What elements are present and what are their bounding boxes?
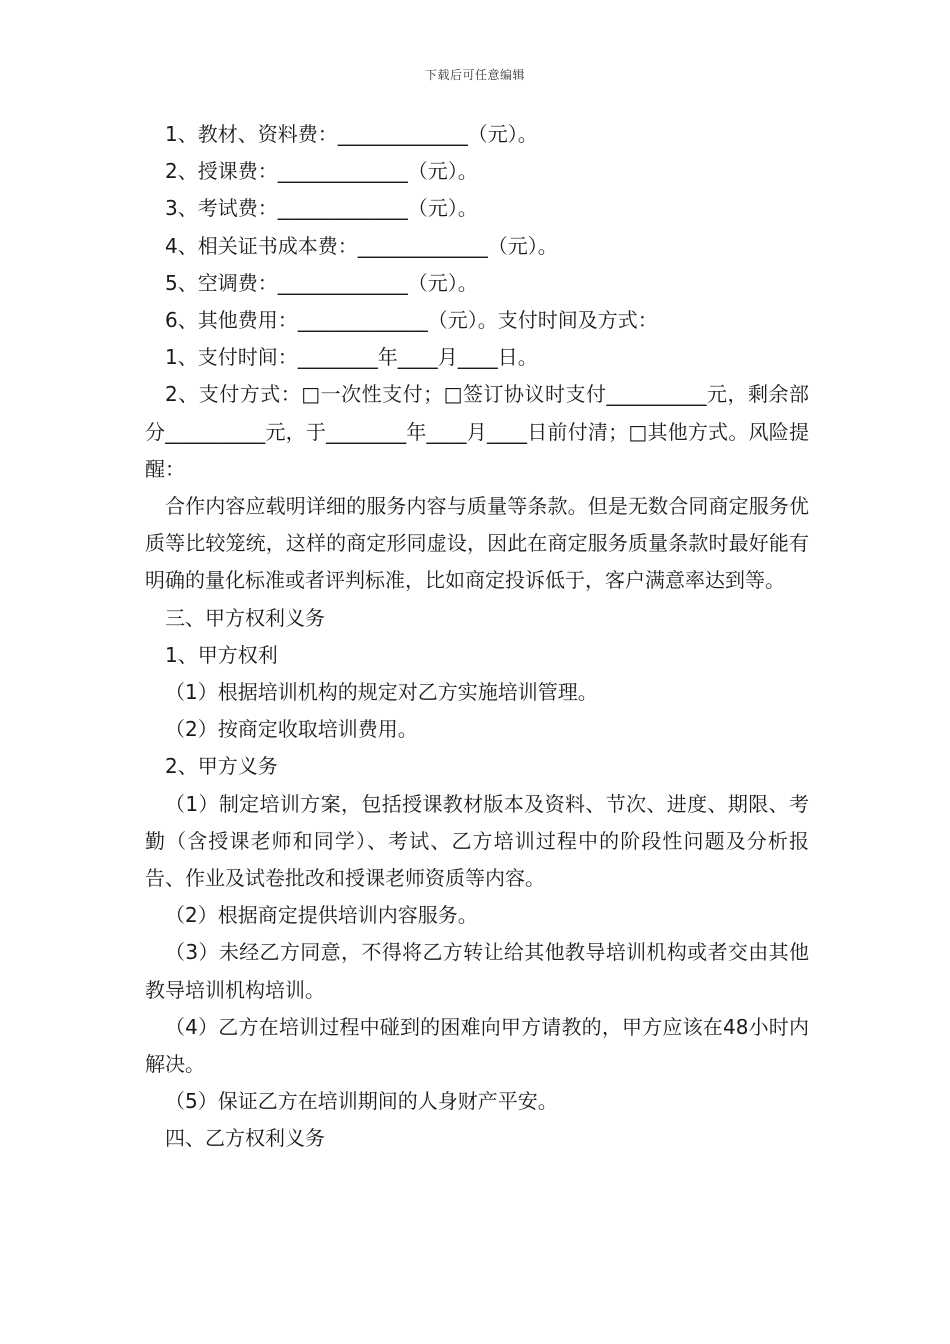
party-a-rights-heading: 1、甲方权利 (165, 642, 278, 667)
party-a-duty-4: （4）乙方在培训过程中碰到的困难向甲方请教的，甲方应该在48小时内解决。 (145, 1014, 809, 1077)
fee-item-1: 1、教材、资料费：_____________（元）。 (165, 122, 538, 146)
party-a-duty-3: （3）未经乙方同意，不得将乙方转让给其他教导培训机构或者交由其他教导培训机构培训。 (145, 940, 809, 1002)
party-a-duty-2: （2）根据商定提供培训内容服务。 (165, 903, 478, 928)
fee-item-3: 3、考试费：_____________（元）。 (165, 196, 478, 221)
document-body (145, 116, 809, 1158)
payment-method: 2、支付方式：□一次性支付；□签订协议时支付__________元，剩余部分__________元，于________年____月____日前付清；□其他方式。风险提醒： (145, 382, 809, 481)
section-heading-3: 三、甲方权利义务 (165, 605, 325, 630)
party-a-duty-1: （1）制定培训方案，包括授课教材版本及资料、节次、进度、期限、考勤（含授课老师和同学）、考试、乙方培训过程中的阶段性问题及分析报告、作业及试卷批改和授课老师资质等内容。 (145, 791, 809, 891)
fee-item-5: 5、空调费：_____________（元）。 (165, 270, 478, 295)
fee-item-4: 4、相关证书成本费：_____________（元）。 (165, 233, 558, 258)
page-header: 下载后可任意编辑 (424, 68, 525, 82)
fee-item-6: 6、其他费用：_____________（元）。支付时间及方式： (165, 308, 658, 333)
section-heading-4: 四、乙方权利义务 (165, 1126, 325, 1151)
payment-time: 1、支付时间：________年____月____日。 (165, 345, 538, 370)
party-a-duties-heading: 2、甲方义务 (165, 754, 278, 779)
fee-item-2: 2、授课费：_____________（元）。 (165, 159, 478, 184)
party-a-right-1: （1）根据培训机构的规定对乙方实施培训管理。 (165, 680, 598, 705)
risk-note: 合作内容应载明详细的服务内容与质量等条款。但是无数合同商定服务优质等比较笼统，这样的商定形同虚设，因此在商定服务质量条款时最好能有明确的量化标准或者评判标准，比如商定投诉低于，客户满意率达到等。 (145, 494, 809, 593)
party-a-duty-5: （5）保证乙方在培训期间的人身财产平安。 (165, 1089, 558, 1114)
party-a-right-2: （2）按商定收取培训费用。 (165, 717, 418, 742)
